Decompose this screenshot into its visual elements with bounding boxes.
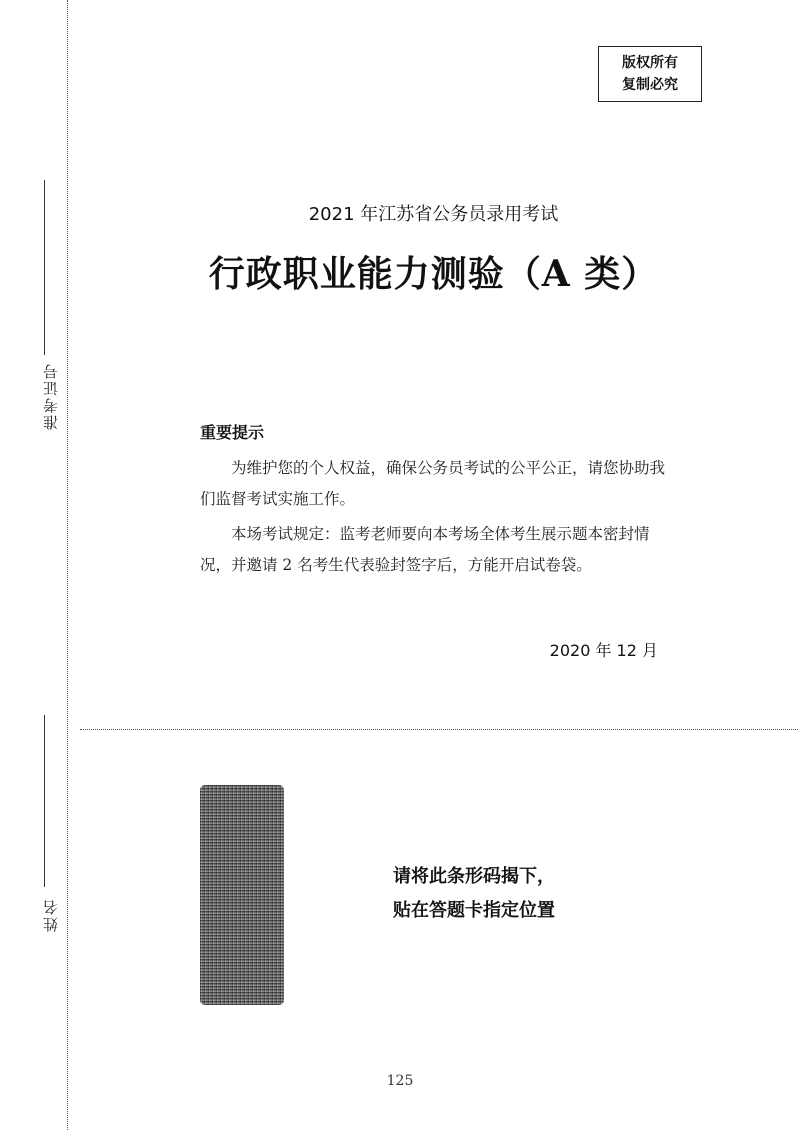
exam-title: 行政职业能力测验（A 类） <box>208 253 659 295</box>
notice-paragraph-1: 为维护您的个人权益，确保公务员考试的公平公正，请您协助我们监督考试实施工作。 <box>200 459 666 508</box>
barcode-instruction-line-2: 贴在答题卡指定位置 <box>393 900 555 921</box>
tear-line <box>80 729 798 730</box>
binding-margin-line <box>67 0 68 1130</box>
name-line <box>44 715 45 887</box>
notice-heading: 重要提示 <box>200 423 265 442</box>
notice-date: 2020 年 12 月 <box>549 641 658 660</box>
exam-subtitle: 2021 年江苏省公务员录用考试 <box>308 204 559 225</box>
copyright-box <box>598 46 702 102</box>
copyright-line-1: 版权所有 <box>622 55 678 71</box>
page-number: 125 <box>386 1073 414 1089</box>
barcode-instruction <box>393 860 555 928</box>
barcode-instruction-line-1: 请将此条形码揭下， <box>393 866 555 887</box>
copyright-line-2: 复制必究 <box>622 77 678 93</box>
name-label: 姓名 <box>42 898 60 932</box>
notice-paragraph-2: 本场考试规定：监考老师要向本考场全体考生展示题本密封情况，并邀请 2 名考生代表验封签字后，方能开启试卷袋。 <box>200 525 650 574</box>
admission-number-label: 准考证号 <box>42 362 60 430</box>
barcode-sticker <box>200 785 284 1005</box>
